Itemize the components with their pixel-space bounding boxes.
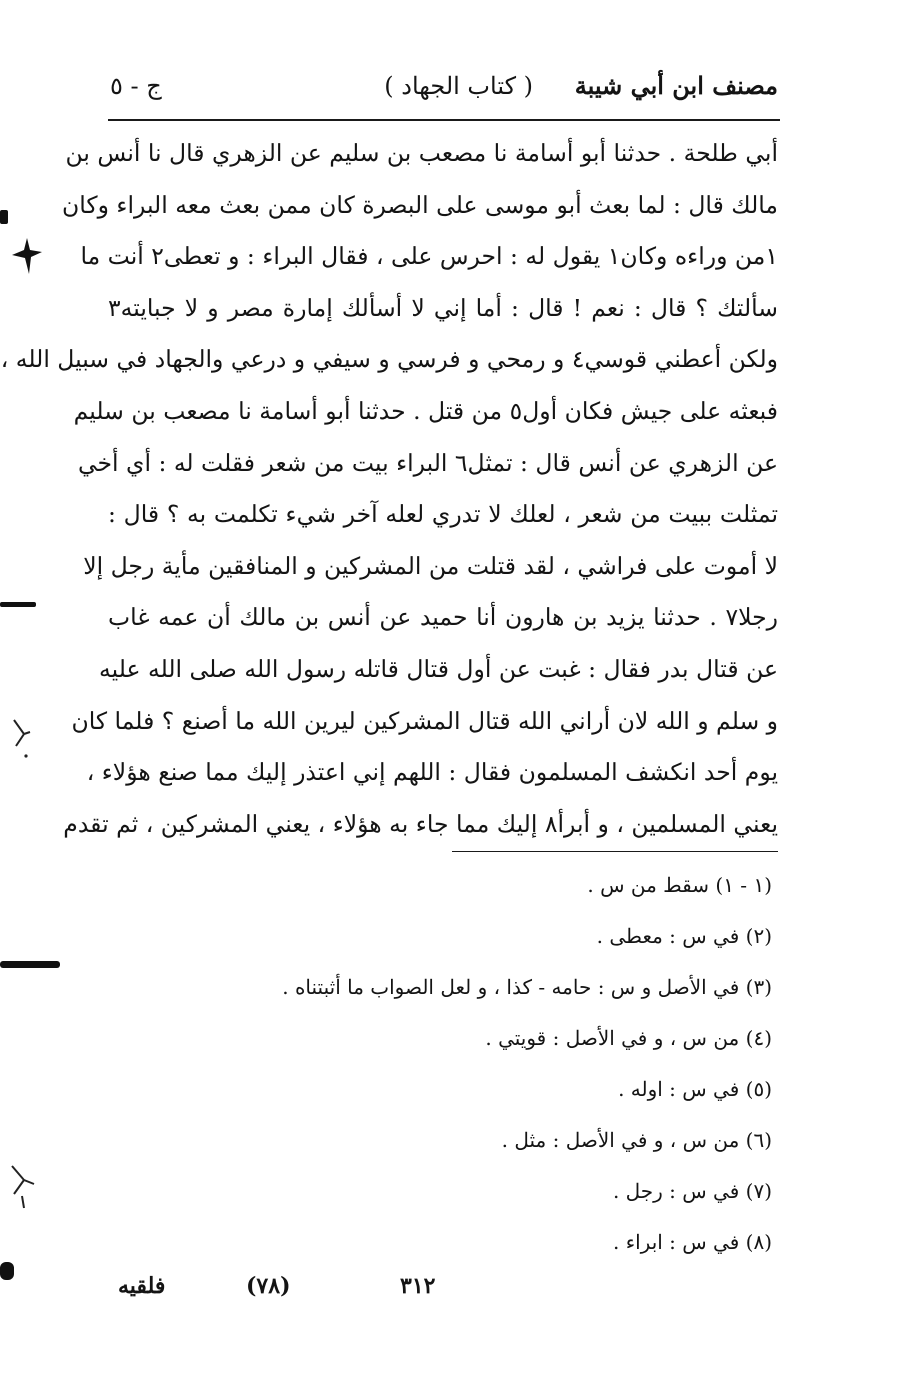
footnote: (٢) في س : معطى . (596, 924, 772, 948)
text-line: فبعثه على جيش فكان أول٥ من قتل . حدثنا أبو أسامة نا مصعب بن سليم (73, 396, 778, 425)
ink-blot-icon (10, 236, 44, 276)
scan-speck (0, 210, 8, 224)
text-line: أبي طلحة . حدثنا أبو أسامة نا مصعب بن سليم عن الزهري قال نا أنس بن (65, 139, 778, 167)
scan-speck (0, 602, 36, 607)
footnote-separator (452, 851, 778, 852)
text-line: مالك قال : لما بعث أبو موسى على البصرة كان ممن بعث معه البراء وكان (61, 190, 778, 219)
page-number: ٣١٢ (400, 1273, 436, 1299)
footnote: (٨) في س : ابراء . (612, 1230, 772, 1254)
text-line: سألتك ؟ قال : نعم ! قال : أما إني لا أسألك إمارة مصر و لا جبايته٣ (108, 293, 778, 322)
running-header (110, 66, 778, 110)
text-line: رجلا٧ . حدثنا يزيد بن هارون أنا حميد عن أنس بن مالك أن عمه غاب (108, 603, 778, 632)
scan-speck (0, 1262, 14, 1280)
text-line: ولكن أعطني قوسي٤ و رمحي و فرسي و سيفي و درعي والجهاد في سبيل الله ، (0, 345, 778, 374)
footnote: (١ - ١) سقط من س . (587, 873, 772, 897)
header-rule (108, 119, 780, 121)
catchword: فلقيه (118, 1273, 166, 1299)
text-line: يوم أحد انكشف المسلمون فقال : اللهم إني اعتذر إليك مما صنع هؤلاء ، (86, 758, 778, 787)
text-line: عن قتال بدر فقال : غبت عن أول قتال قاتله رسول الله صلى الله عليه (99, 654, 778, 683)
footnotes (172, 860, 772, 1268)
footnote: (٦) من س ، و في الأصل : مثل . (501, 1128, 772, 1152)
footnote: (٣) في الأصل و س : حامه - كذا ، و لعل الصواب ما أثبتناه . (282, 975, 772, 999)
text-line: عن الزهري عن أنس قال : تمثل٦ البراء بيت من شعر فقلت له : أي أخي (77, 448, 778, 477)
text-line: و سلم و الله لان أراني الله قتال المشركين ليرين الله ما أصنع ؟ فلما كان (71, 706, 778, 735)
text-line: لا أموت على فراشي ، لقد قتلت من المشركين و المنافقين مأية رجل إلا (83, 551, 778, 580)
text-line: ١من وراءه وكان١ يقول له : احرس على ، فقال البراء : و تعطى٢ أنت ما (80, 242, 778, 271)
page-footer (110, 1266, 470, 1306)
ink-mark-icon (10, 716, 34, 760)
footnote: (٥) في س : اوله . (618, 1077, 772, 1101)
book-title: ( كتاب الجهاد ) (384, 72, 533, 100)
main-text (0, 128, 778, 850)
work-title: مصنف ابن أبي شيبة (574, 71, 778, 100)
text-line: تمثلت ببيت من شعر ، لعلك لا تدري لعله آخر شيء تكلمت به ؟ قال : (108, 500, 778, 529)
footnote: (٧) في س : رجل . (612, 1179, 772, 1203)
volume-label: ج - ٥ (110, 72, 162, 100)
signature-mark: (٧٨) (246, 1273, 291, 1299)
ink-mark-icon (8, 1160, 38, 1210)
scan-speck (0, 961, 60, 968)
footnote: (٤) من س ، و في الأصل : قويتي . (485, 1026, 772, 1050)
text-line: يعني المسلمين ، و أبرأ٨ إليك مما جاء به هؤلاء ، يعني المشركين ، ثم تقدم (63, 809, 778, 838)
